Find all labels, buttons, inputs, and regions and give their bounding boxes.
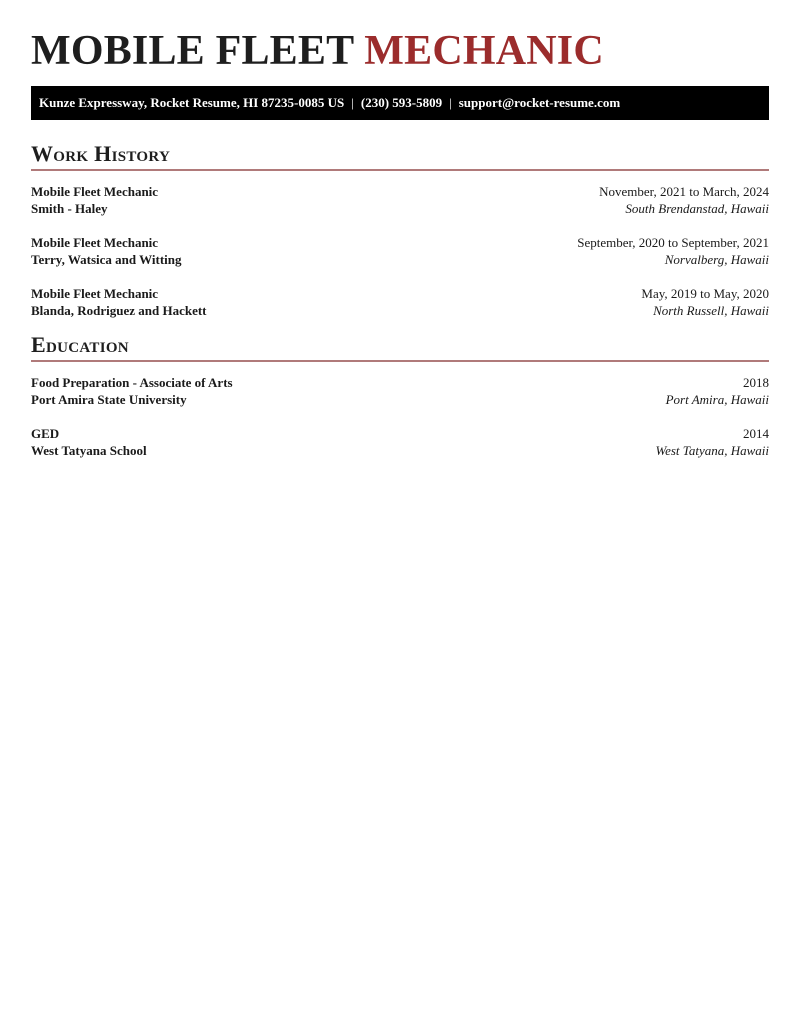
- education-heading: Education: [31, 331, 769, 362]
- education-entry: [31, 374, 769, 410]
- contact-email[interactable]: support@rocket-resume.com: [458, 95, 621, 110]
- work-dates: November, 2021 to March, 2024: [599, 184, 769, 199]
- education-year: 2014: [743, 426, 769, 441]
- work-dates: May, 2019 to May, 2020: [641, 286, 769, 301]
- work-entry: [31, 285, 769, 321]
- work-company: Blanda, Rodriguez and Hackett: [31, 303, 207, 318]
- work-location: South Brendanstad, Hawaii: [625, 201, 769, 216]
- work-entry: [31, 234, 769, 270]
- work-location: Norvalberg, Hawaii: [664, 252, 769, 267]
- contact-separator: |: [351, 95, 354, 110]
- work-role: Mobile Fleet Mechanic: [31, 184, 159, 199]
- education-school: Port Amira State University: [31, 392, 187, 407]
- work-location: North Russell, Hawaii: [653, 303, 769, 318]
- work-dates: September, 2020 to September, 2021: [577, 235, 769, 250]
- education-degree: Food Preparation - Associate of Arts: [31, 375, 233, 390]
- work-entry: [31, 183, 769, 219]
- education-entry: [31, 425, 769, 461]
- education-school: West Tatyana School: [31, 443, 147, 458]
- contact-address: Kunze Expressway, Rocket Resume, HI 87235-0085 US: [39, 95, 345, 110]
- work-role: Mobile Fleet Mechanic: [31, 286, 159, 301]
- education-degree: GED: [31, 426, 60, 441]
- work-role: Mobile Fleet Mechanic: [31, 235, 159, 250]
- title-main: MOBILE FLEET: [31, 28, 354, 74]
- work-company: Terry, Watsica and Witting: [31, 252, 182, 267]
- contact-separator: |: [449, 95, 452, 110]
- education-location: Port Amira, Hawaii: [665, 392, 769, 407]
- education-location: West Tatyana, Hawaii: [655, 443, 769, 458]
- education-year: 2018: [743, 375, 769, 390]
- work-history-heading: Work History: [31, 140, 769, 171]
- contact-phone: (230) 593-5809: [360, 95, 443, 110]
- resume-title: [31, 26, 604, 76]
- work-company: Smith - Haley: [31, 201, 108, 216]
- title-accent: MECHANIC: [364, 28, 604, 74]
- contact-bar: [31, 86, 769, 120]
